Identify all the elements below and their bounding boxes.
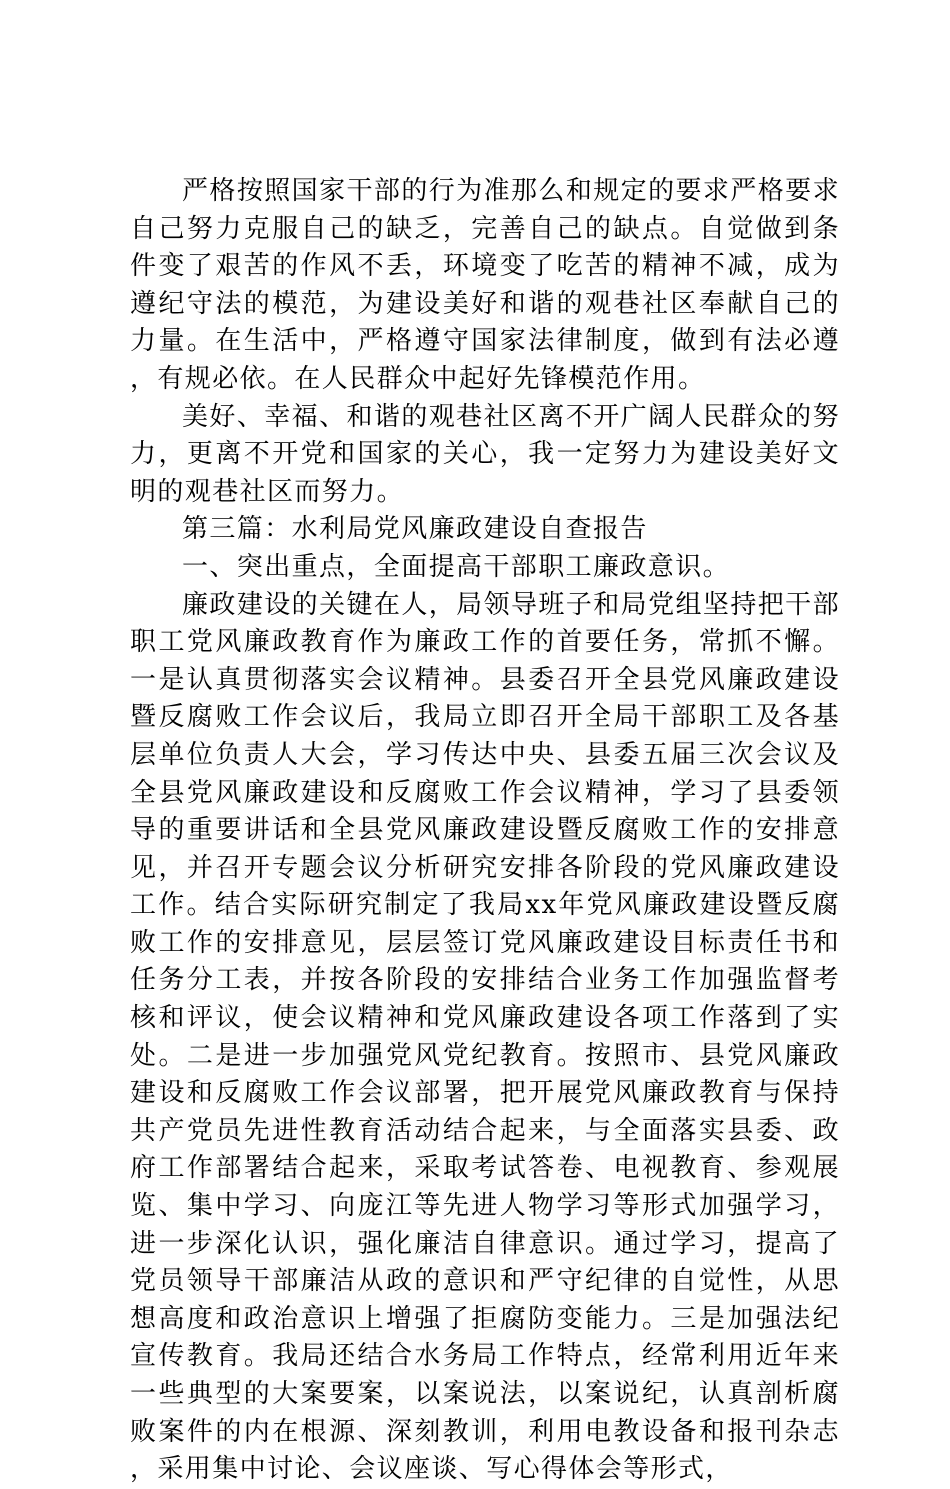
section-heading-one: 一、突出重点，全面提高干部职工廉政意识。 [182,551,731,582]
paragraph-community-effort: 美好、幸福、和谐的观巷社区离不开广阔人民群众的努力，更离不开党和国家的关心，我一定努力为建设美好文明的观巷社区而努力。 [130,401,840,507]
paragraph-self-discipline: 严格按照国家干部的行为准那么和规定的要求严格要求自己努力克服自己的缺乏，完善自己的缺点。自觉做到条件变了艰苦的作风不丢，环境变了吃苦的精神不减，成为遵纪守法的模范，为建设美好和谐的观巷社区奉献自己的力量。在生活中，严格遵守国家法律制度，做到有法必遵，有规必依。在人民群众中起好先锋模范作用。 [130,176,840,394]
paragraph-integrity-education: 廉政建设的关键在人，局领导班子和局党组坚持把干部职工党风廉政教育作为廉政工作的首要任务，常抓不懈。一是认真贯彻落实会议精神。县委召开全县党风廉政建设暨反腐败工作会议后，我局立即召开全局干部职工及各基层单位负责人大会，学习传达中央、县委五届三次会议及全县党风廉政建设和反腐败工作会议精神，学习了县委领导的重要讲话和全县党风廉政建设暨反腐败工作的安排意见，并召开专题会议分析研究安排各阶段的党风廉政建设工作。结合实际研究制定了我局xx年党风廉政建设暨反腐败工作的安排意见，层层签订党风廉政建设目标责任书和任务分工表，并按各阶段的安排结合业务工作加强监督考核和评议，使会议精神和党风廉政建设各项工作落到了实处。二是进一步加强党风党纪教育。按照市、县党风廉政建设和反腐败工作会议部署，把开展党风廉政教育与保持共产党员先进性教育活动结合起来，与全面落实县委、政府工作部署结合起来，采取考试答卷、电视教育、参观展览、集中学习、向庞江等先进人物学习等形式加强学习，进一步深化认识，强化廉洁自律意识。通过学习，提高了党员领导干部廉洁从政的意识和严守纪律的自觉性，从思想高度和政治意识上增强了拒腐防变能力。三是加强法纪宣传教育。我局还结合水务局工作特点，经常利用近年来一些典型的大案要案，以案说法，以案说纪，认真剖析腐败案件的内在根源、深刻教训，利用电教设备和报刊杂志，采用集中讨论、会议座谈、写心得体会等形式， [130,589,840,1485]
section-title-third-article: 第三篇：水利局党风廉政建设自查报告 [182,514,648,545]
document-body [130,173,840,1489]
